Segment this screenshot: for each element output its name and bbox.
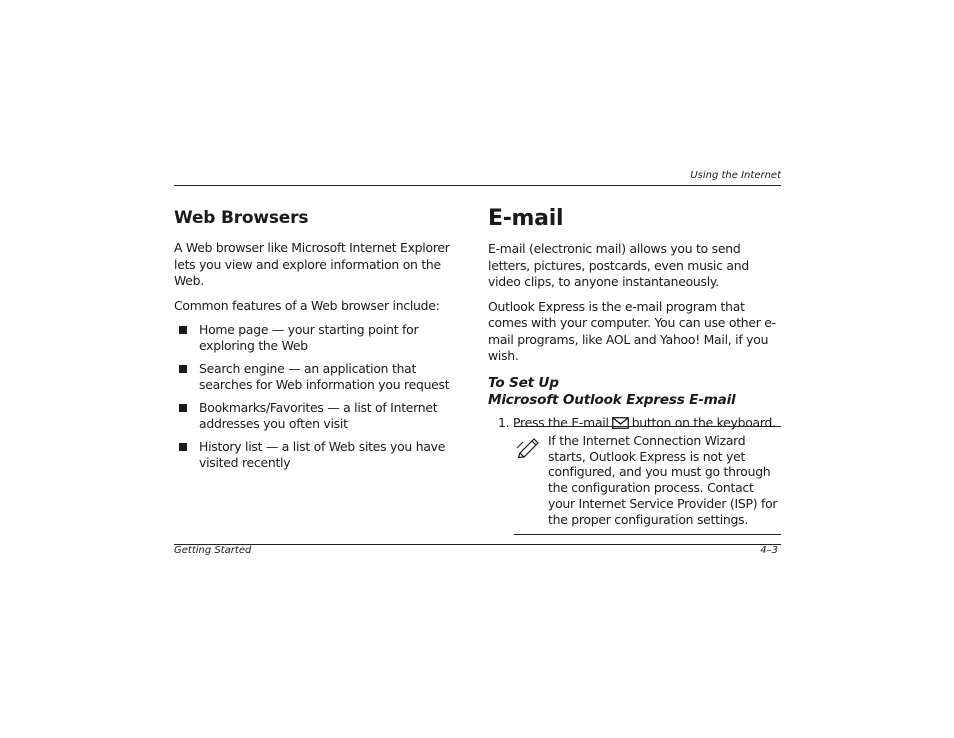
features-list xyxy=(174,322,469,471)
email-section xyxy=(488,206,781,527)
square-bullet-icon xyxy=(179,404,187,412)
email-paragraph-1: E-mail (electronic mail) allows you to send letters, pictures, postcards, even music and video clips, to anyone instantaneously. xyxy=(488,241,749,289)
running-header: Using the Internet xyxy=(690,170,781,181)
web-browsers-intro: A Web browser like Microsoft Internet Explorer lets you view and explore information on the Web. xyxy=(174,240,450,288)
features-lead: Common features of a Web browser include: xyxy=(174,297,440,313)
web-browsers-section xyxy=(174,208,469,478)
email-paragraph-2: Outlook Express is the e-mail program that comes with your computer. You can use other e-mail programs, like AOL and Yahoo! Mail, if you wish. xyxy=(488,298,776,363)
procedure-heading: To Set Up Microsoft Outlook Express E-mail xyxy=(488,374,736,408)
square-bullet-icon xyxy=(179,365,187,373)
list-item: History list — a list of Web sites you have visited recently xyxy=(174,439,469,471)
list-item: Search engine — an application that searches for Web information you request xyxy=(174,361,469,393)
pencil-note-icon xyxy=(516,436,542,462)
header-rule xyxy=(174,185,781,186)
square-bullet-icon xyxy=(179,326,187,334)
list-item: Home page — your starting point for exploring the Web xyxy=(174,322,469,354)
list-item: Bookmarks/Favorites — a list of Internet addresses you often visit xyxy=(174,400,469,432)
square-bullet-icon xyxy=(179,443,187,451)
step-1: 1. Press the E-mail button on the keyboard. xyxy=(488,415,781,433)
web-browsers-heading: Web Browsers xyxy=(174,208,309,228)
footer-rule xyxy=(174,544,781,545)
page-number: 4–3 xyxy=(760,545,778,556)
note-box xyxy=(514,426,781,535)
email-heading: E-mail xyxy=(488,206,564,231)
note-text: If the Internet Connection Wizard starts, Outlook Express is not yet configured, and you must go through the configuration process. Contact your Internet Service Provider (ISP) for the proper configuration settings. xyxy=(548,433,778,527)
footer-left: Getting Started xyxy=(174,545,252,556)
